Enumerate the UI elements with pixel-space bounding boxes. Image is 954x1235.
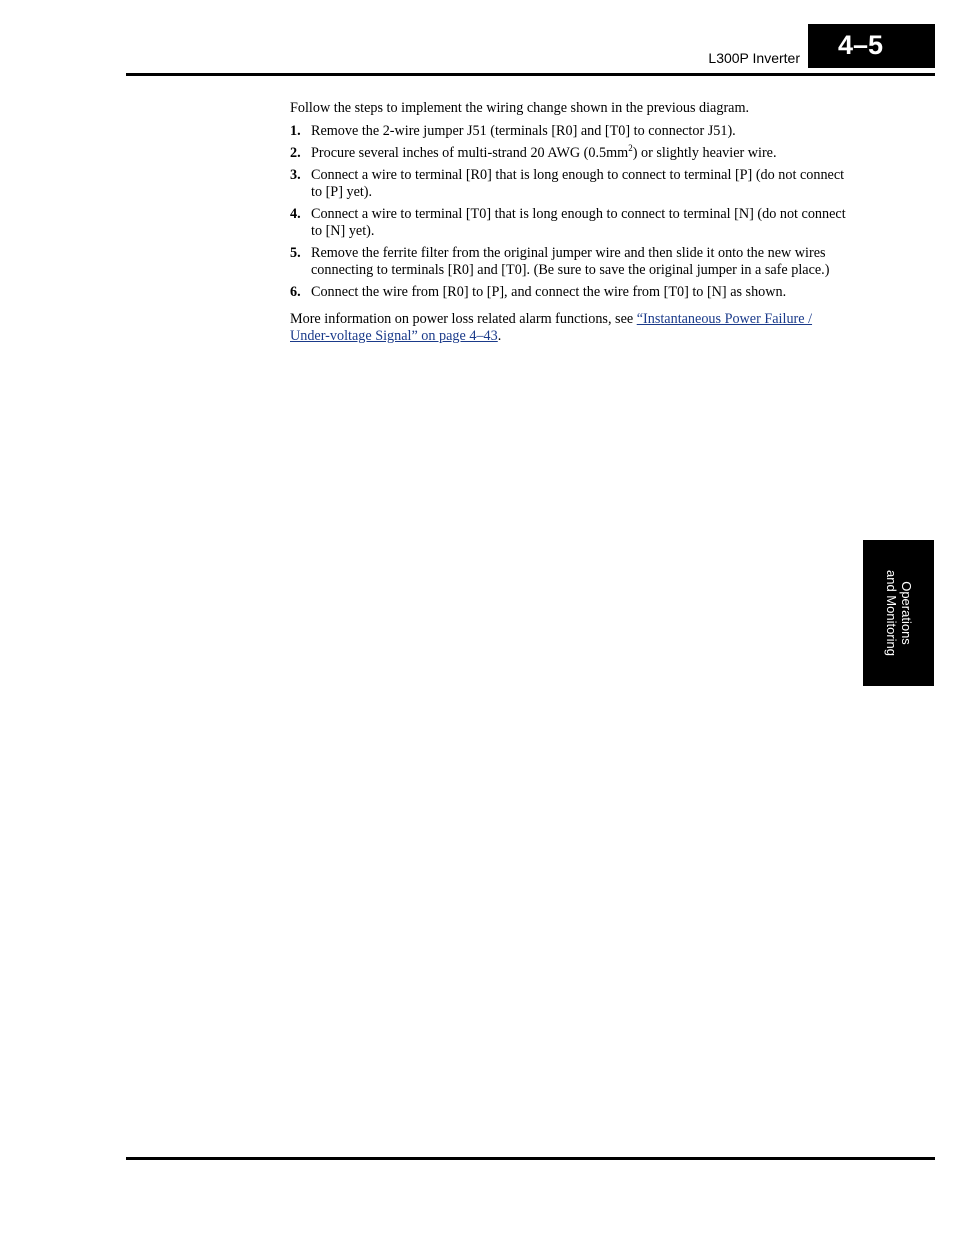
running-header-title: L300P Inverter — [708, 50, 800, 66]
step-item — [290, 206, 850, 240]
step-text: Connect the wire from [R0] to [P], and connect the wire from [T0] to [N] as shown. — [311, 284, 787, 300]
section-side-tab — [863, 540, 934, 686]
step-text: Connect a wire to terminal [R0] that is long enough to connect to terminal [P] (do not connect to [P] yet). — [311, 167, 845, 200]
more-info-paragraph — [290, 311, 850, 345]
step-text-after: ) or slightly heavier wire. — [632, 145, 777, 161]
step-number: 5. — [290, 245, 301, 261]
superscript: 2 — [628, 143, 633, 153]
step-number: 3. — [290, 167, 301, 183]
main-content — [290, 100, 850, 345]
steps-list — [290, 123, 850, 301]
cross-reference-link[interactable]: “Instantaneous Power Failure / Under-voltage Signal” on page 4–43 — [290, 311, 813, 344]
more-info-suffix: . — [497, 328, 502, 344]
step-number: 2. — [290, 145, 301, 161]
step-number: 1. — [290, 123, 301, 139]
step-text — [311, 145, 777, 161]
step-number: 4. — [290, 206, 301, 222]
step-text: Remove the ferrite filter from the original jumper wire and then slide it onto the new wires connecting to terminals [R0] and [T0]. (Be sure to save the original jumper in a safe place.) — [311, 245, 830, 278]
step-item — [290, 145, 850, 162]
step-text: Remove the 2-wire jumper J51 (terminals [R0] and [T0] to connector J51). — [311, 123, 736, 139]
more-info-prefix: More information on power loss related alarm functions, see — [290, 311, 637, 327]
side-tab-line-2: and Monitoring — [883, 570, 899, 656]
step-number: 6. — [290, 284, 301, 300]
step-text: Connect a wire to terminal [T0] that is long enough to connect to terminal [N] (do not connect to [N] yet). — [311, 206, 846, 239]
step-text-before: Procure several inches of multi-strand 20 AWG (0.5mm — [311, 145, 629, 161]
step-item — [290, 167, 850, 201]
step-item — [290, 284, 850, 301]
footer-rule — [126, 1157, 935, 1160]
step-item — [290, 123, 850, 140]
side-tab-label — [884, 570, 914, 656]
intro-paragraph: Follow the steps to implement the wiring change shown in the previous diagram. — [290, 100, 750, 116]
page-number-box: 4–5 — [808, 24, 935, 68]
side-tab-line-1: Operations — [898, 581, 914, 645]
header-rule — [126, 73, 935, 76]
step-item — [290, 245, 850, 279]
